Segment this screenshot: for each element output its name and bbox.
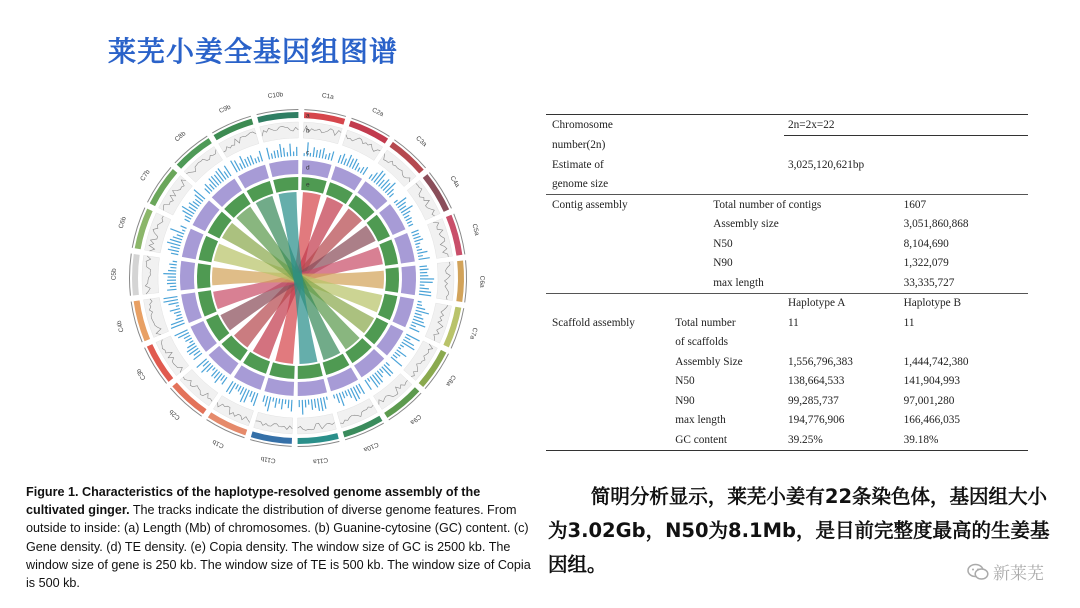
- gene-density-bar: [209, 179, 217, 188]
- gene-density-bar: [176, 317, 183, 319]
- gene-density-bar: [250, 155, 253, 164]
- table-row: [546, 135, 1028, 155]
- gene-density-bar: [240, 389, 246, 402]
- copia-density-band: [269, 362, 294, 379]
- te-density-band: [180, 261, 195, 290]
- gene-density-bar: [247, 157, 251, 166]
- table-cell: 33,335,727: [903, 276, 955, 289]
- gene-density-bar: [185, 338, 191, 342]
- table-row: [546, 254, 1028, 274]
- gene-density-bar: [406, 218, 412, 221]
- gene-density-bar: [407, 221, 412, 223]
- gene-density-bar: [325, 154, 326, 159]
- gene-density-bar: [358, 168, 360, 172]
- gene-density-bar: [250, 391, 252, 397]
- table-cell: N90: [675, 394, 695, 407]
- chromosome-label: C1a: [321, 92, 335, 102]
- page-title: 莱芜小姜全基因组图谱: [108, 35, 399, 68]
- table-row: [546, 333, 1028, 353]
- gene-density-bar: [182, 230, 185, 231]
- gene-density-bar: [185, 219, 190, 222]
- gene-density-bar: [408, 224, 413, 226]
- chromosome-label: C7a: [468, 326, 479, 341]
- gene-density-bar: [273, 398, 274, 402]
- table-row: [546, 391, 1028, 411]
- gene-density-bar: [341, 154, 345, 164]
- gene-density-bar: [201, 363, 210, 372]
- gene-density-bar: [170, 239, 181, 242]
- gene-density-bar: [184, 335, 190, 338]
- te-density-band: [181, 293, 202, 323]
- table-cell: Total number of contigs: [671, 195, 899, 215]
- gene-density-bar: [372, 375, 379, 385]
- table-cell: [546, 293, 671, 313]
- chromosome-label: C10a: [362, 440, 380, 453]
- gene-density-bar: [169, 264, 177, 265]
- gene-density-bar: [213, 368, 216, 371]
- gene-density-bar: [251, 392, 255, 402]
- gene-density-bar: [412, 233, 419, 235]
- gene-density-bar: [413, 236, 420, 238]
- table-cell: [546, 391, 671, 411]
- table-cell: Total number: [675, 316, 736, 329]
- table-cell: 97,001,280: [903, 394, 955, 407]
- gene-density-bar: [320, 398, 322, 411]
- gene-density-bar: [386, 362, 389, 365]
- gene-density-bar: [170, 229, 184, 234]
- table-cell: Haplotype A: [784, 293, 900, 313]
- gene-density-bar: [416, 247, 419, 248]
- gene-density-bar: [197, 359, 207, 368]
- gene-density-bar: [317, 398, 319, 410]
- table-cell: 99,285,737: [787, 394, 839, 407]
- chromosome-label: C4b: [115, 319, 126, 333]
- gene-density-bar: [370, 376, 378, 387]
- gene-density-bar: [175, 330, 188, 336]
- table-cell: max length: [713, 276, 764, 289]
- table-row: [546, 175, 1028, 195]
- summary-paragraph: 简明分析显示，莱芜小姜有22条染色体，基因组大小为3.02Gb，N50为8.1Mb，是目前完整度最高的生姜基因组。: [548, 485, 1050, 576]
- gene-density-bar: [176, 306, 179, 307]
- copia-density-band: [197, 263, 211, 288]
- gene-density-bar: [267, 397, 270, 411]
- chromosome-label: C3a: [414, 134, 428, 149]
- table-cell: 1,444,742,380: [903, 355, 969, 368]
- chromosome-label: C8b: [173, 130, 188, 144]
- chromosome-label: C11b: [260, 454, 277, 465]
- gene-density-bar: [170, 309, 180, 312]
- gene-density-bar: [420, 269, 429, 270]
- gene-density-bar: [369, 174, 372, 178]
- table-row: [546, 273, 1028, 293]
- chromosome-label: C2b: [168, 407, 182, 422]
- gene-density-bar: [414, 239, 423, 242]
- table-row: [546, 293, 1028, 313]
- table-cell: Haplotype B: [900, 293, 1028, 313]
- gene-density-bar: [167, 289, 176, 290]
- gene-density-bar: [236, 384, 239, 389]
- gene-density-bar: [314, 399, 315, 408]
- gene-density-bar: [381, 179, 389, 188]
- gene-density-bar: [205, 189, 210, 194]
- table-cell: 11: [903, 316, 915, 329]
- gene-density-bar: [401, 206, 412, 213]
- gc-track: [144, 298, 169, 338]
- gene-density-bar: [415, 243, 420, 244]
- gene-density-bar: [384, 365, 393, 374]
- table-cell: number(2n): [552, 139, 606, 151]
- gene-density-bar: [417, 304, 422, 305]
- gene-density-bar: [405, 337, 410, 340]
- table-cell: 138,664,533: [787, 375, 845, 388]
- gc-track: [437, 262, 454, 301]
- gene-density-bar: [418, 256, 423, 257]
- table-cell: [546, 273, 671, 293]
- chromosome-label: C7b: [139, 168, 152, 183]
- chromosome-label: C5a: [470, 223, 481, 237]
- gene-density-bar: [182, 206, 194, 214]
- gene-density-bar: [395, 352, 400, 356]
- table-cell: 1,322,079: [903, 257, 949, 270]
- gene-density-bar: [319, 150, 320, 158]
- chromosome-ideogram: [257, 112, 298, 123]
- gene-density-bar: [224, 166, 231, 176]
- gene-density-bar: [195, 199, 201, 203]
- figure-caption: [26, 483, 531, 592]
- gene-density-bar: [279, 399, 280, 404]
- chromosome-label: C8a: [444, 373, 457, 388]
- table-row: [546, 372, 1028, 392]
- gene-density-bar: [275, 398, 277, 408]
- gene-density-bar: [342, 392, 345, 399]
- track-letter: b: [306, 127, 310, 135]
- gene-density-bar: [211, 176, 219, 185]
- table-cell: GC content: [671, 430, 784, 450]
- gene-density-bar: [385, 183, 395, 193]
- gene-density-bar: [414, 316, 423, 319]
- table-row: [546, 313, 1028, 333]
- table-cell: 141,904,993: [903, 375, 961, 388]
- gene-density-bar: [419, 258, 430, 260]
- gene-density-bar: [168, 249, 179, 251]
- gene-density-bar: [259, 151, 262, 161]
- gene-density-bar: [231, 161, 238, 173]
- copia-density-band: [385, 267, 399, 292]
- chromosome-label: C9b: [218, 103, 232, 115]
- table-cell: 194,776,906: [787, 414, 845, 427]
- table-cell: N50: [713, 237, 733, 250]
- table-cell: [546, 234, 671, 254]
- gene-density-bar: [177, 314, 182, 316]
- wechat-icon: [967, 563, 989, 581]
- gene-density-bar: [338, 155, 341, 163]
- gene-density-bar: [281, 399, 282, 409]
- chromosome-label: C9a: [408, 412, 423, 426]
- table-cell: 166,466,035: [903, 414, 961, 427]
- gc-track: [427, 219, 452, 259]
- table-cell: 39.18%: [900, 430, 1028, 450]
- table-row: [546, 234, 1028, 254]
- gene-density-bar: [238, 386, 241, 392]
- gene-density-bar: [284, 148, 285, 157]
- gene-density-bar: [258, 157, 260, 163]
- gene-density-bar: [328, 153, 330, 160]
- gene-density-bar: [411, 230, 418, 233]
- gene-density-bar: [331, 151, 334, 160]
- gene-density-bar: [271, 153, 272, 158]
- gene-density-bar: [380, 369, 384, 373]
- gene-density-bar: [406, 334, 419, 341]
- gene-density-bar: [221, 375, 225, 380]
- gene-density-bar: [229, 383, 236, 394]
- gene-density-bar: [376, 174, 385, 185]
- gc-track: [254, 412, 293, 434]
- gene-density-bar: [382, 367, 391, 376]
- gene-density-bar: [174, 311, 181, 313]
- gene-density-bar: [394, 200, 397, 203]
- table-cell: [784, 175, 1028, 195]
- table-cell: Chromosome: [546, 115, 784, 136]
- gene-density-bar: [322, 148, 324, 158]
- te-density-band: [269, 160, 298, 177]
- gene-density-bar: [419, 291, 431, 292]
- gene-density-bar: [168, 303, 178, 305]
- chromosome-ideogram: [456, 261, 464, 302]
- chromosome-ideogram: [132, 254, 140, 295]
- gene-density-bar: [185, 216, 191, 219]
- gene-density-bar: [171, 246, 180, 248]
- gene-density-bar: [265, 396, 268, 406]
- gene-density-bar: [391, 357, 402, 366]
- chromosome-ideogram: [298, 433, 339, 444]
- copia-density-band: [298, 363, 323, 379]
- table-cell: 2n=2x=22: [784, 115, 1028, 136]
- gene-density-bar: [400, 345, 404, 347]
- table-cell: [546, 254, 671, 274]
- te-density-band: [401, 266, 416, 295]
- gene-density-bar: [409, 328, 419, 332]
- gene-density-bar: [336, 394, 339, 403]
- table-cell: max length: [675, 414, 726, 427]
- table-cell: [546, 430, 671, 450]
- table-cell: [546, 352, 671, 372]
- table-cell: Scaffold assembly: [552, 316, 635, 329]
- table-cell: N90: [713, 257, 733, 270]
- gene-density-bar: [210, 184, 215, 189]
- chromosome-label: C11a: [312, 456, 329, 465]
- gene-density-bar: [277, 150, 278, 157]
- table-cell: [784, 135, 1028, 155]
- gene-density-bar: [374, 171, 383, 183]
- track-letter: c: [306, 149, 310, 157]
- chromosome-label: C6a: [478, 275, 486, 288]
- gene-density-bar: [255, 158, 257, 163]
- table-cell: N50: [675, 375, 695, 388]
- table-cell: genome size: [552, 178, 609, 191]
- table-cell: [546, 411, 671, 431]
- table-cell: [546, 215, 671, 235]
- gene-density-bar: [375, 373, 383, 383]
- gene-density-bar: [288, 400, 289, 408]
- gene-density-bar: [245, 159, 248, 167]
- gene-density-bar: [344, 159, 347, 165]
- chromosome-ruler: [129, 254, 132, 296]
- gene-density-bar: [416, 307, 425, 309]
- gene-density-bar: [418, 301, 422, 302]
- gene-density-bar: [397, 350, 407, 357]
- gene-density-bar: [416, 310, 429, 314]
- table-cell: of scaffolds: [675, 336, 729, 349]
- watermark-text: 新莱芜: [993, 564, 1044, 584]
- gene-density-bar: [316, 150, 317, 157]
- gene-density-bar: [240, 387, 244, 394]
- te-density-band: [394, 233, 415, 263]
- table-cell: 3,051,860,868: [903, 218, 969, 231]
- table-cell: 8,104,690: [903, 237, 949, 250]
- chromosome-ruler: [464, 260, 467, 302]
- table-row: [546, 155, 1028, 175]
- gene-density-bar: [163, 300, 177, 303]
- gene-density-bar: [215, 374, 222, 383]
- gene-density-bar: [360, 167, 364, 173]
- track-letter: e: [306, 181, 310, 189]
- gene-density-bar: [419, 294, 431, 296]
- gene-density-bar: [348, 389, 352, 397]
- gene-density-bar: [345, 391, 347, 397]
- gene-density-bar: [274, 151, 275, 158]
- gene-density-bar: [167, 242, 180, 246]
- gene-density-bar: [190, 341, 194, 343]
- gene-density-bar: [396, 198, 406, 206]
- table-cell: [546, 372, 671, 392]
- table-cell: 1607: [900, 195, 1028, 215]
- gene-density-bar: [171, 253, 178, 254]
- gc-track: [260, 122, 299, 142]
- te-density-band: [264, 378, 294, 396]
- track-letter: a: [306, 112, 310, 120]
- gene-density-bar: [181, 226, 187, 229]
- gene-density-bar: [398, 347, 400, 349]
- table-row: [546, 195, 1028, 215]
- track-letter: d: [306, 164, 310, 172]
- table-cell: 11: [787, 316, 799, 329]
- gene-density-bar: [393, 355, 397, 358]
- gene-density-bar: [368, 378, 370, 381]
- gene-density-bar: [302, 400, 303, 415]
- table-cell: Contig assembly: [546, 195, 671, 215]
- gene-density-bar: [419, 266, 426, 267]
- table-cell: [671, 293, 784, 313]
- chromosome-label: C1b: [211, 437, 226, 450]
- gene-density-bar: [291, 400, 292, 412]
- gene-density-bar: [240, 163, 243, 169]
- gene-density-bar: [313, 147, 314, 157]
- gene-density-bar: [404, 215, 409, 218]
- gene-density-bar: [280, 144, 282, 157]
- gene-density-bar: [402, 342, 414, 350]
- te-density-band: [298, 379, 327, 396]
- table-cell: [784, 333, 900, 353]
- table-cell: Estimate of: [552, 158, 604, 171]
- chromosome-label: C4a: [448, 174, 461, 189]
- gene-density-bar: [311, 399, 312, 410]
- gene-density-bar: [417, 251, 427, 253]
- gene-density-bar: [164, 297, 178, 299]
- gene-density-bar: [290, 144, 291, 157]
- gene-density-bar: [326, 397, 327, 400]
- gene-density-bar: [355, 163, 359, 170]
- table-row: [546, 352, 1028, 372]
- table-row: [546, 115, 1028, 136]
- table-row: [546, 430, 1028, 450]
- gene-density-bar: [173, 261, 177, 262]
- gene-density-bar: [323, 397, 325, 408]
- gene-density-bar: [420, 288, 429, 289]
- gene-density-bar: [334, 395, 335, 399]
- gene-density-bar: [216, 171, 224, 181]
- gene-density-bar: [173, 237, 182, 240]
- caption-body: The tracks indicate the distribution of diverse genome features. From outside to inside: (a) Length (Mb) of chromosomes. (b) Guanine-cytosine (GC) content. (c) Gene density. (d) TE density. (e) Copia density. The window size of GC is 2500 kb. The window size of gene is 250 kb. The window size of TE is 500 kb. The window size of Copia is 500 kb.: [26, 503, 531, 591]
- copia-density-band: [273, 177, 298, 193]
- caption-title: Figure 1. Characteristics of the haplotype-resolved genome assembly of the cultivated ginger.: [26, 485, 481, 518]
- table-cell: 3,025,120,621bp: [787, 158, 865, 171]
- table-cell: 1,556,796,383: [787, 355, 853, 368]
- chromosome-label: C10b: [267, 91, 284, 101]
- gene-density-bar: [365, 380, 371, 390]
- gene-density-bar: [226, 381, 233, 392]
- gene-density-bar: [389, 193, 393, 197]
- gene-density-bar: [411, 325, 416, 327]
- gene-density-bar: [417, 249, 422, 250]
- chromosome-label: C5b: [110, 268, 118, 281]
- chromosome-label: C3b: [135, 367, 148, 382]
- chromosome-label: C6b: [117, 215, 128, 230]
- table-row: [546, 215, 1028, 235]
- gene-density-bar: [351, 388, 357, 401]
- table-cell: Assembly Size: [675, 355, 743, 368]
- table-cell: Assembly size: [713, 218, 779, 231]
- gene-density-bar: [218, 168, 226, 179]
- gene-density-bar: [194, 190, 205, 199]
- watermark: [967, 559, 1044, 584]
- gene-density-bar: [263, 395, 265, 401]
- gene-density-bar: [267, 148, 270, 160]
- genome-circos-plot: [98, 78, 498, 478]
- gc-track: [142, 255, 159, 294]
- chromosome-label: C2a: [370, 106, 385, 119]
- gene-density-bar: [415, 313, 422, 315]
- gene-density-bar: [224, 171, 228, 177]
- genome-stats-table: [546, 114, 1028, 451]
- table-cell: [900, 333, 1028, 353]
- table-cell: 39.25%: [784, 430, 900, 450]
- table-cell: [546, 333, 671, 353]
- table-row: [546, 411, 1028, 431]
- gene-density-bar: [177, 235, 183, 237]
